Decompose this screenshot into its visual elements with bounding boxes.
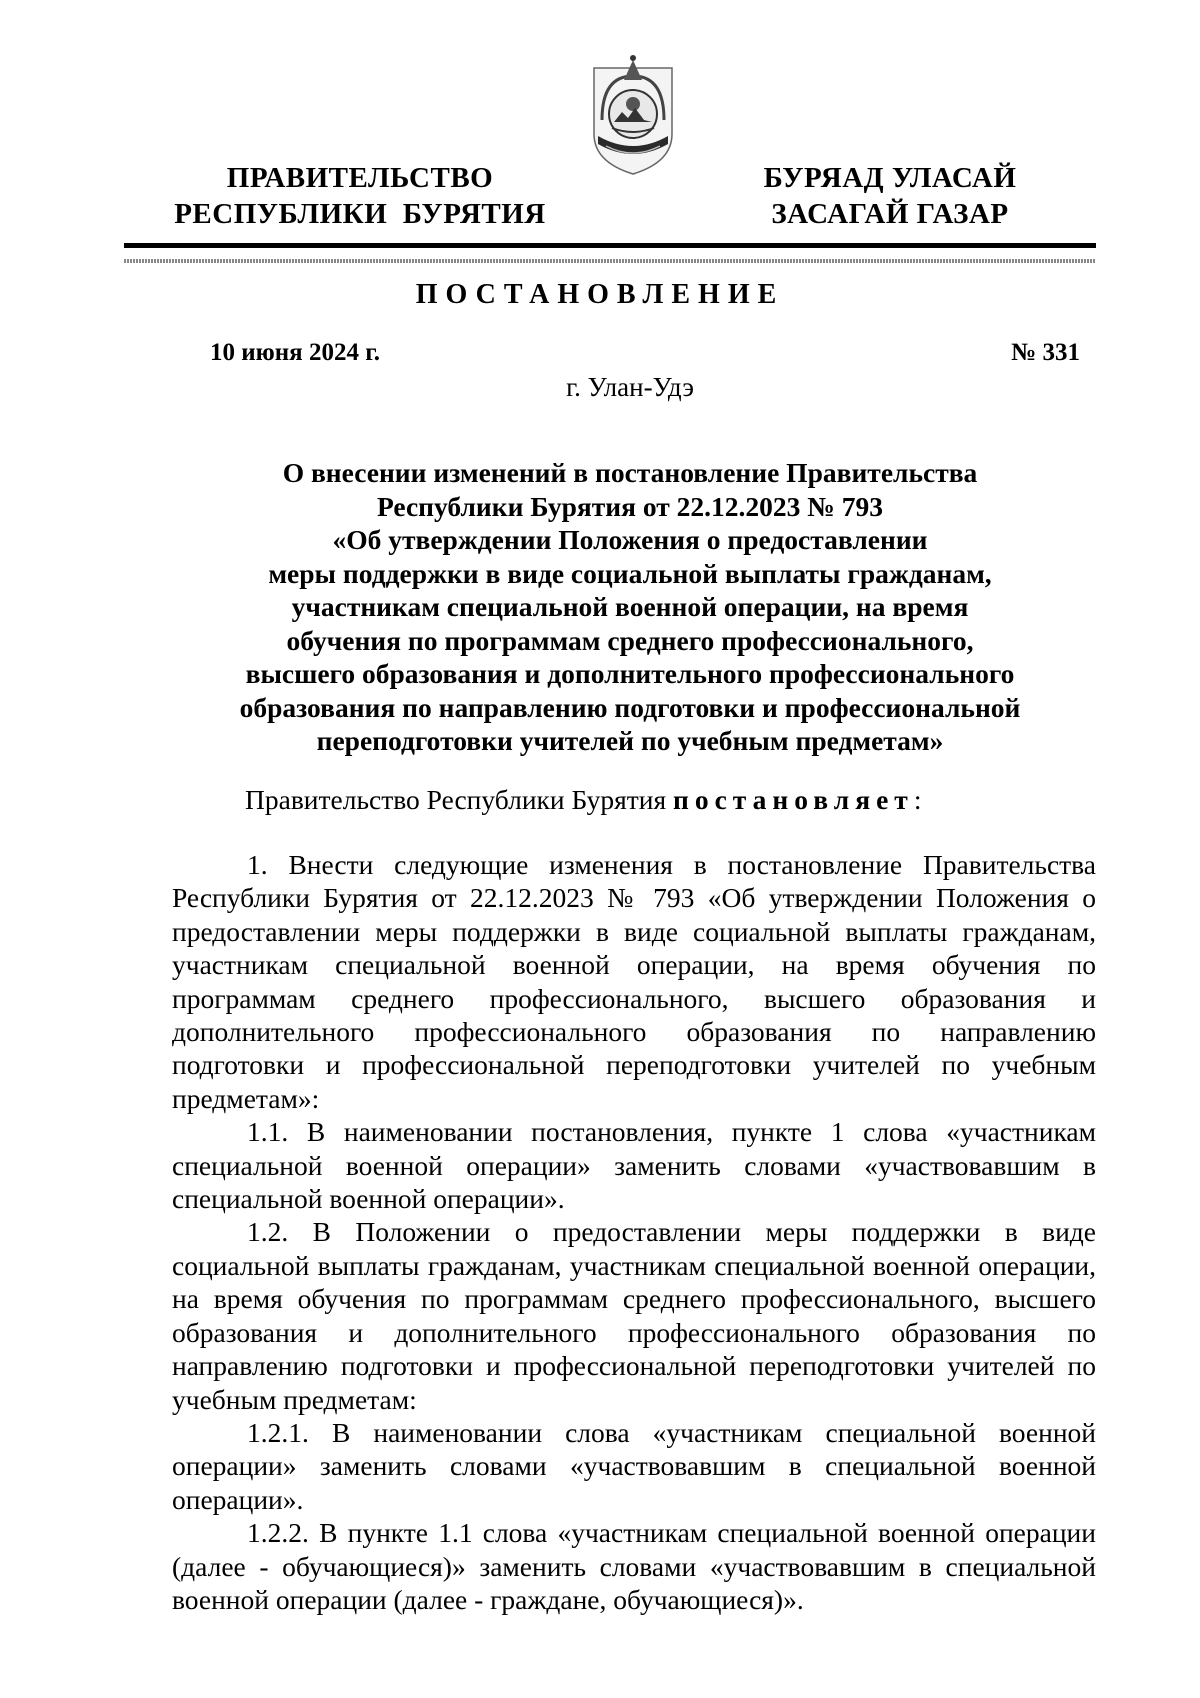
document-type: ПОСТАНОВЛЕНИЕ [415,279,785,310]
document-number: № 331 [1011,339,1080,366]
title-line: переподготовки учителей по учебным предметам» [316,725,944,756]
decree-verb: постановляет [673,784,914,815]
decree-statement [245,784,921,816]
title-line: Республики Бурятия от 22.12.2023 № 793 [377,490,883,522]
header-right-line: БУРЯАД УЛАСАЙ [763,162,1017,194]
title-line: меры поддержки в виде социальной выплаты гражданам, [268,557,992,589]
document-city: г. Улан-Удэ [566,372,694,402]
header-divider-thick [124,243,1096,248]
decree-suffix: : [913,784,922,815]
document-title [160,456,1100,758]
title-line: высшего образования и дополнительного профессионального [245,658,1015,689]
body-paragraph: 1.2.2. В пункте 1.1 слова «участникам специальной военной операции (далее - обучающиеся)» заменить словами «участвовавшим в специальной военной операции (далее - граждане, обучающиеся)». [172,1517,1096,1615]
government-name-russian [170,160,550,232]
title-line: «Об утверждении Положения о предоставлении [332,524,928,555]
title-line: О внесении изменений в постановление Правительства [282,457,978,488]
document-body [172,848,1096,1616]
decree-prefix: Правительство Республики Бурятия [245,784,673,815]
header-right-line: ЗАСАГАЙ ГАЗАР [771,198,1009,230]
body-paragraph: 1. Внести следующие изменения в постановление Правительства Республики Бурятия от 22.12.2023 № 793 «Об утверждении Положения о предоставлении меры поддержки в виде социальной выплаты гражданам, участникам специальной военной операции, на время обучения по программам среднего профессионального, высшего образования и дополнительного профессионального образования по направлению подготовки и профессиональной переподготовки учителей по учебным предметам»: [172,849,1096,1114]
government-name-buryat [740,160,1040,232]
document-date: 10 июня 2024 г. [210,339,380,366]
title-line: обучения по программам среднего профессионального, [286,624,974,656]
title-line: образования по направлению подготовки и профессиональной [239,691,1021,723]
coat-of-arms-icon [588,50,678,178]
header-divider-thin [124,259,1096,263]
body-paragraph: 1.2. В Положении о предоставлении меры поддержки в виде социальной выплаты гражданам, участникам специальной военной операции, на время обучения по программам среднего профессионального, высшего образования и дополнительного профессионального образования по направлению подготовки и профессиональной переподготовки учителей по учебным предметам: [172,1216,1096,1415]
title-line: участникам специальной военной операции, на время [291,591,969,622]
body-paragraph: 1.1. В наименовании постановления, пункте 1 слова «участникам специальной военной операции» заменить словами «участвовавшим в специальной военной операции». [172,1116,1096,1215]
body-paragraph: 1.2.1. В наименовании слова «участникам специальной военной операции» заменить словами «участвовавшим в специальной военной операции». [172,1416,1096,1515]
header-left-line: ПРАВИТЕЛЬСТВО [226,162,494,194]
header-left-line: РЕСПУБЛИКИ БУРЯТИЯ [174,198,546,230]
